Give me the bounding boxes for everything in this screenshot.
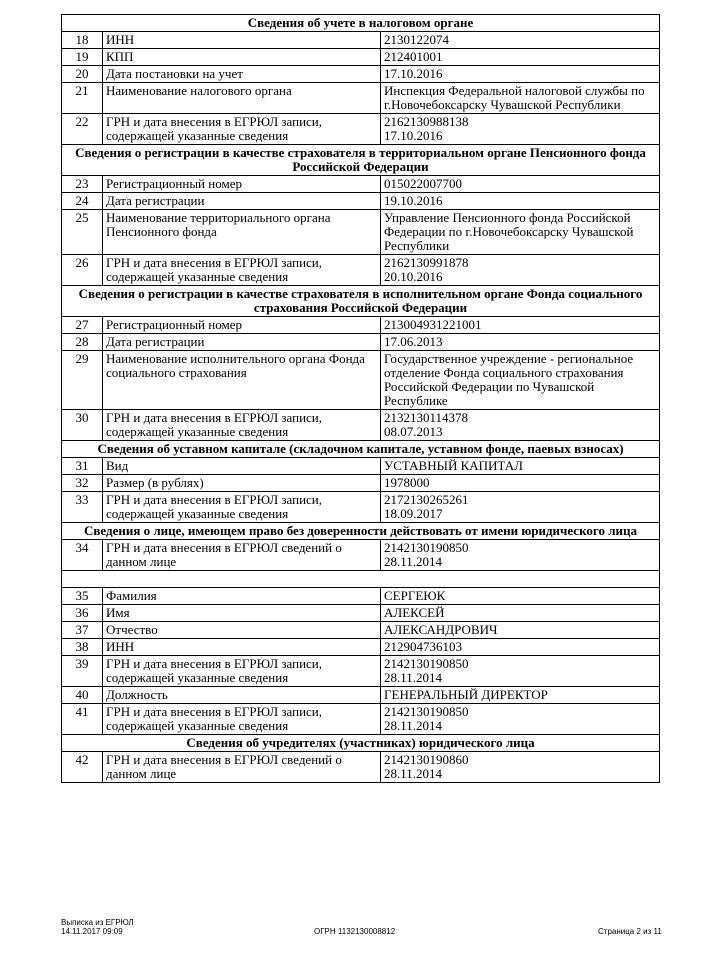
row-number: 35 [62, 588, 103, 605]
field-label: ГРН и дата внесения в ЕГРЮЛ записи, содержащей указанные сведения [103, 410, 381, 441]
field-label: Наименование исполнительного органа Фонда социального страхования [103, 351, 381, 410]
table-row [62, 351, 660, 410]
field-label: Имя [103, 605, 381, 622]
row-number: 25 [62, 210, 103, 255]
table-row [62, 49, 660, 66]
table-row [62, 210, 660, 255]
table-row [62, 458, 660, 475]
table-row [62, 66, 660, 83]
blank-cell [62, 571, 660, 588]
field-value: 212904736103 [381, 639, 660, 656]
field-value: Инспекция Федеральной налоговой службы по г.Новочебоксарску Чувашской Республики [381, 83, 660, 114]
field-value: УСТАВНЫЙ КАПИТАЛ [381, 458, 660, 475]
table-row [62, 83, 660, 114]
field-label: Размер (в рублях) [103, 475, 381, 492]
field-value: 2142130190850 28.11.2014 [381, 540, 660, 571]
field-value: 17.10.2016 [381, 66, 660, 83]
footer-doc-title: Выписка из ЕГРЮЛ [61, 918, 134, 927]
section-heading: Сведения об уставном капитале (складочном капитале, уставном фонде, паевых взносах) [62, 441, 660, 458]
row-number: 23 [62, 176, 103, 193]
section-header-row [62, 145, 660, 176]
section-header-row [62, 15, 660, 32]
field-value: 2132130114378 08.07.2013 [381, 410, 660, 441]
field-label: Регистрационный номер [103, 176, 381, 193]
field-value: АЛЕКСАНДРОВИЧ [381, 622, 660, 639]
table-row [62, 687, 660, 704]
field-value: АЛЕКСЕЙ [381, 605, 660, 622]
section-heading: Сведения о регистрации в качестве страхователя в исполнительном органе Фонда социального страхования Российской Федерации [62, 286, 660, 317]
field-value: 2130122074 [381, 32, 660, 49]
table-row [62, 193, 660, 210]
table-row [62, 622, 660, 639]
row-number: 28 [62, 334, 103, 351]
table-row [62, 317, 660, 334]
field-value: 2142130190860 28.11.2014 [381, 752, 660, 783]
section-header-row [62, 441, 660, 458]
row-number: 26 [62, 255, 103, 286]
field-value: 015022007700 [381, 176, 660, 193]
footer-left [61, 918, 134, 936]
footer-ogrn: ОГРН 1132130008812 [314, 927, 396, 936]
field-label: ГРН и дата внесения в ЕГРЮЛ записи, содержащей указанные сведения [103, 255, 381, 286]
field-value: 17.06.2013 [381, 334, 660, 351]
field-label: ГРН и дата внесения в ЕГРЮЛ сведений о данном лице [103, 540, 381, 571]
row-number: 22 [62, 114, 103, 145]
row-number: 27 [62, 317, 103, 334]
field-label: ГРН и дата внесения в ЕГРЮЛ сведений о данном лице [103, 752, 381, 783]
field-label: Отчество [103, 622, 381, 639]
row-number: 20 [62, 66, 103, 83]
table-row [62, 704, 660, 735]
section-heading: Сведения о регистрации в качестве страхователя в территориальном органе Пенсионного фонда Российской Федерации [62, 145, 660, 176]
field-label: Вид [103, 458, 381, 475]
field-value: 2142130190850 28.11.2014 [381, 704, 660, 735]
field-value: Управление Пенсионного фонда Российской Федерации по г.Новочебоксарску Чувашской Республики [381, 210, 660, 255]
blank-row [62, 571, 660, 588]
field-value: 212401001 [381, 49, 660, 66]
table-row [62, 176, 660, 193]
table-row [62, 639, 660, 656]
table-row [62, 752, 660, 783]
field-label: Регистрационный номер [103, 317, 381, 334]
table-row [62, 334, 660, 351]
table-row [62, 605, 660, 622]
row-number: 42 [62, 752, 103, 783]
field-value: 1978000 [381, 475, 660, 492]
section-header-row [62, 286, 660, 317]
table-row [62, 410, 660, 441]
field-label: Наименование территориального органа Пенсионного фонда [103, 210, 381, 255]
table-row [62, 114, 660, 145]
row-number: 24 [62, 193, 103, 210]
table-row [62, 540, 660, 571]
field-value: 19.10.2016 [381, 193, 660, 210]
field-label: Дата регистрации [103, 193, 381, 210]
field-label: Дата регистрации [103, 334, 381, 351]
footer-page-number: Страница 2 из 11 [598, 927, 662, 936]
row-number: 34 [62, 540, 103, 571]
field-label: ГРН и дата внесения в ЕГРЮЛ записи, содержащей указанные сведения [103, 114, 381, 145]
row-number: 41 [62, 704, 103, 735]
section-heading: Сведения об учете в налоговом органе [62, 15, 660, 32]
field-label: Фамилия [103, 588, 381, 605]
field-value: 2162130991878 20.10.2016 [381, 255, 660, 286]
field-value: Государственное учреждение - региональное отделение Фонда социального страхования Российской Федерации по Чувашской Республике [381, 351, 660, 410]
section-heading: Сведения о лице, имеющем право без доверенности действовать от имени юридического лица [62, 523, 660, 540]
row-number: 30 [62, 410, 103, 441]
row-number: 39 [62, 656, 103, 687]
field-value: СЕРГЕЮК [381, 588, 660, 605]
section-heading: Сведения об учредителях (участниках) юридического лица [62, 735, 660, 752]
field-label: ИНН [103, 32, 381, 49]
row-number: 40 [62, 687, 103, 704]
field-label: ГРН и дата внесения в ЕГРЮЛ записи, содержащей указанные сведения [103, 704, 381, 735]
field-label: Должность [103, 687, 381, 704]
table-row [62, 492, 660, 523]
field-label: ГРН и дата внесения в ЕГРЮЛ записи, содержащей указанные сведения [103, 492, 381, 523]
section-header-row [62, 735, 660, 752]
field-label: ГРН и дата внесения в ЕГРЮЛ записи, содержащей указанные сведения [103, 656, 381, 687]
table-row [62, 475, 660, 492]
field-value: 213004931221001 [381, 317, 660, 334]
field-label: Наименование налогового органа [103, 83, 381, 114]
table-row [62, 32, 660, 49]
table-row [62, 588, 660, 605]
field-value: 2142130190850 28.11.2014 [381, 656, 660, 687]
row-number: 18 [62, 32, 103, 49]
field-value: 2162130988138 17.10.2016 [381, 114, 660, 145]
row-number: 19 [62, 49, 103, 66]
section-header-row [62, 523, 660, 540]
row-number: 37 [62, 622, 103, 639]
field-label: КПП [103, 49, 381, 66]
field-label: Дата постановки на учет [103, 66, 381, 83]
row-number: 32 [62, 475, 103, 492]
footer-datetime: 14.11.2017 09:09 [61, 927, 123, 936]
row-number: 38 [62, 639, 103, 656]
row-number: 31 [62, 458, 103, 475]
egrul-extract-table [61, 14, 660, 783]
row-number: 29 [62, 351, 103, 410]
field-label: ИНН [103, 639, 381, 656]
table-row [62, 255, 660, 286]
row-number: 33 [62, 492, 103, 523]
row-number: 21 [62, 83, 103, 114]
field-value: ГЕНЕРАЛЬНЫЙ ДИРЕКТОР [381, 687, 660, 704]
row-number: 36 [62, 605, 103, 622]
field-value: 2172130265261 18.09.2017 [381, 492, 660, 523]
table-row [62, 656, 660, 687]
